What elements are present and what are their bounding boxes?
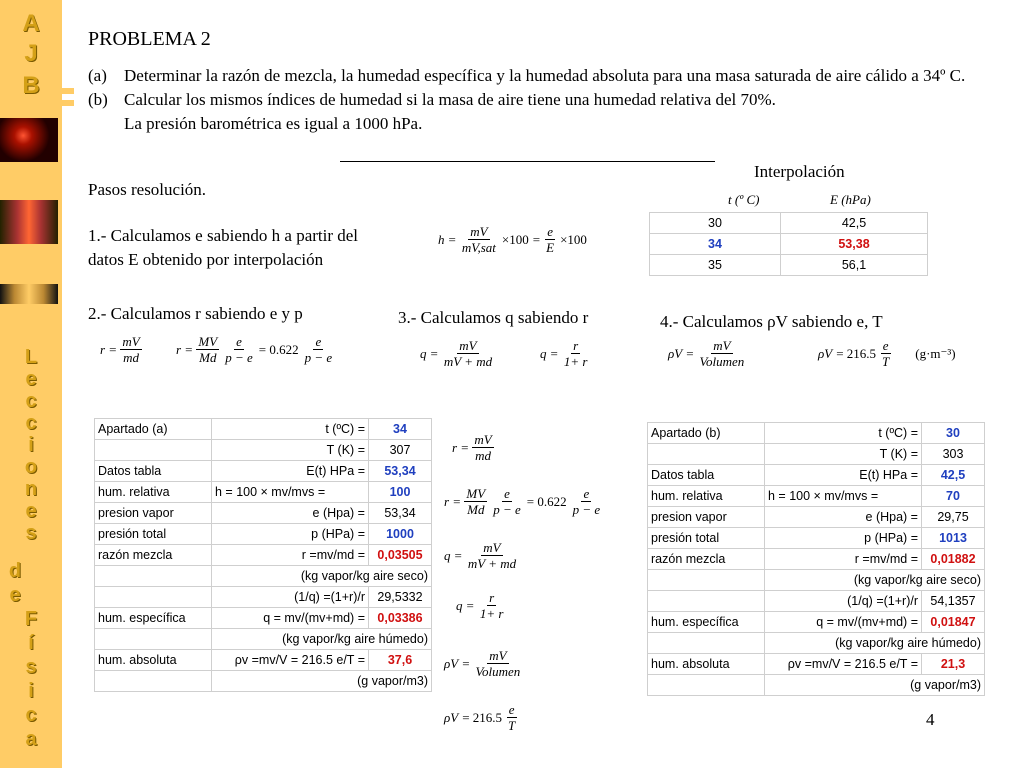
cell: T (K) = <box>212 440 369 461</box>
den: mV,sat <box>461 240 496 255</box>
table-row <box>648 549 985 570</box>
den: md <box>475 448 492 463</box>
fraction <box>478 590 506 621</box>
cell <box>95 566 212 587</box>
lab-photo-3 <box>0 284 58 304</box>
cell: 29,75 <box>922 507 985 528</box>
formula-r <box>100 334 142 365</box>
cell: t (ºC) = <box>765 423 922 444</box>
cell: (kg vapor/kg aire seco) <box>765 570 985 591</box>
cell: 30 <box>650 213 781 234</box>
cell: 0,03386 <box>369 608 432 629</box>
cell: 303 <box>922 444 985 465</box>
sym: q <box>420 345 427 361</box>
table-row <box>95 482 432 503</box>
sidebar-letter: o <box>24 456 38 478</box>
sidebar-letter: s <box>25 656 37 678</box>
table-row <box>650 234 928 255</box>
cell <box>95 629 212 650</box>
sym: ρV <box>668 345 683 361</box>
mid-formula-r2 <box>444 486 602 517</box>
cell: 30 <box>922 423 985 444</box>
den: Volumen <box>699 354 745 369</box>
sym: q <box>456 597 463 613</box>
fraction <box>880 338 891 369</box>
sym: q <box>540 345 547 361</box>
mid-formula-rho <box>444 648 522 679</box>
sidebar-letter: c <box>25 704 37 726</box>
table-row <box>95 461 432 482</box>
lab-photo-1 <box>0 118 58 162</box>
den: p − e <box>572 502 601 517</box>
num: e <box>882 338 889 353</box>
sidebar-letter: e <box>25 500 37 522</box>
formula-q2 <box>540 338 589 369</box>
cell: hum. absoluta <box>648 654 765 675</box>
cell: T (K) = <box>765 444 922 465</box>
sym: = <box>109 341 117 357</box>
sym: = <box>461 439 469 455</box>
table-row <box>95 419 432 440</box>
table-row <box>648 528 985 549</box>
num: mV <box>470 224 488 239</box>
table-row <box>95 650 432 671</box>
cell: 100 <box>369 482 432 503</box>
item-label: (a) <box>88 66 107 85</box>
fraction <box>698 338 747 369</box>
cell: q = mv/(mv+md) = <box>212 608 369 629</box>
sym: = <box>550 345 558 361</box>
num: mV <box>459 338 477 353</box>
lab-photo-2 <box>0 200 58 244</box>
den: md <box>123 350 140 365</box>
sidebar-letter: c <box>25 390 37 412</box>
den: mV + md <box>443 354 493 369</box>
fraction <box>223 334 255 365</box>
sidebar-letter: J <box>24 40 38 67</box>
interp-col-e: E (hPa) <box>830 192 871 207</box>
table-row <box>95 545 432 566</box>
sym: = <box>454 547 462 563</box>
sym: r <box>444 493 450 509</box>
num: mV <box>122 334 140 349</box>
cell: 56,1 <box>781 255 928 276</box>
cell: 0,03505 <box>369 545 432 566</box>
cell: presión total <box>95 524 212 545</box>
decor-dash <box>60 88 74 94</box>
num: r <box>573 338 579 353</box>
den: Md <box>467 502 485 517</box>
fraction <box>571 486 603 517</box>
cell: e (Hpa) = <box>212 503 369 524</box>
cell: razón mezcla <box>648 549 765 570</box>
sym: r <box>452 439 458 455</box>
sidebar <box>0 0 62 768</box>
mid-formula-q <box>444 540 518 571</box>
num: e <box>583 486 590 501</box>
divider <box>340 161 715 162</box>
sidebar-letter: i <box>28 680 34 702</box>
fraction <box>460 224 498 255</box>
table-row <box>95 608 432 629</box>
den: p − e <box>493 502 521 517</box>
cell: presión total <box>648 528 765 549</box>
sym: = <box>453 493 461 509</box>
step-4: 4.- Calculamos ρV sabiendo e, T <box>660 312 883 331</box>
cell: hum. específica <box>648 612 765 633</box>
table-row <box>95 524 432 545</box>
table-row <box>650 255 928 276</box>
fraction <box>442 338 494 369</box>
den: E <box>546 240 555 255</box>
cell: 54,1357 <box>922 591 985 612</box>
page-title: PROBLEMA 2 <box>88 28 211 50</box>
step-2: 2.- Calculamos r sabiendo e y p <box>88 304 303 323</box>
step-1-line: datos E obtenido por interpolación <box>88 250 324 269</box>
sym: ρV <box>818 345 833 361</box>
cell: (1/q) =(1+r)/r <box>765 591 922 612</box>
cell: (kg vapor/kg aire húmedo) <box>765 633 985 654</box>
step-1-line: 1.- Calculamos e sabiendo h a partir del <box>88 226 359 245</box>
sym: = <box>462 655 470 671</box>
interp-table <box>649 212 928 276</box>
table-row <box>648 654 985 675</box>
sym: ×100 <box>560 231 587 247</box>
item-text: Determinar la razón de mezcla, la humedad específica y la humedad absoluta para una masa saturada de aire cálido a 34º C. <box>124 66 966 85</box>
fraction <box>474 648 523 679</box>
cell: 35 <box>650 255 781 276</box>
den: 1+ r <box>563 354 588 369</box>
cell: 42,5 <box>922 465 985 486</box>
mid-formula-r <box>452 432 494 463</box>
sidebar-letter: n <box>24 478 38 500</box>
cell <box>648 633 765 654</box>
den: 1+ r <box>479 606 504 621</box>
table-row <box>648 486 985 507</box>
cell <box>648 570 765 591</box>
formula-q <box>420 338 494 369</box>
num: mV <box>483 540 501 555</box>
cell: 0,01847 <box>922 612 985 633</box>
sym: ×100 <box>501 231 529 247</box>
sym: = <box>686 345 694 361</box>
sidebar-letter: c <box>25 412 37 434</box>
table-row <box>648 633 985 654</box>
cell: (g vapor/m3) <box>765 675 985 696</box>
cell: 70 <box>922 486 985 507</box>
cell: 53,38 <box>781 234 928 255</box>
fraction <box>562 338 590 369</box>
decor-dash <box>60 100 74 106</box>
sym: = 216.5 <box>836 345 877 361</box>
table-row <box>95 671 432 692</box>
table-row <box>95 566 432 587</box>
sym: = <box>185 341 193 357</box>
cell: 307 <box>369 440 432 461</box>
sidebar-letter: d <box>8 560 22 582</box>
cell: E(t) HPa = <box>212 461 369 482</box>
cell: (1/q) =(1+r)/r <box>212 587 369 608</box>
cell: 37,6 <box>369 650 432 671</box>
sym: = <box>448 231 456 247</box>
fraction <box>491 486 523 517</box>
table-row <box>648 444 985 465</box>
cell: q = mv/(mv+md) = <box>765 612 922 633</box>
cell: razón mezcla <box>95 545 212 566</box>
den: p − e <box>304 350 333 365</box>
table-row <box>648 570 985 591</box>
sym: r <box>100 341 106 357</box>
item-text: Calcular los mismos índices de humedad si la masa de aire tiene una humedad relativa del 70%. <box>124 90 776 109</box>
cell: e (Hpa) = <box>765 507 922 528</box>
num: e <box>236 334 242 349</box>
num: e <box>547 224 553 239</box>
formula-rho2 <box>818 338 956 369</box>
table-row <box>95 440 432 461</box>
den: Volumen <box>475 664 521 679</box>
item-text: La presión barométrica es igual a 1000 hPa. <box>124 114 423 133</box>
num: r <box>489 590 495 605</box>
table-apartado-b <box>647 422 985 696</box>
num: mV <box>713 338 731 353</box>
sym: = 0.622 <box>258 341 299 357</box>
num: mV <box>489 648 507 663</box>
num: e <box>504 486 510 501</box>
interp-col-t: t (º C) <box>728 192 760 207</box>
fraction <box>303 334 335 365</box>
table-row <box>648 465 985 486</box>
sym: = <box>532 231 541 247</box>
cell: r =mv/md = <box>765 549 922 570</box>
sym: = <box>430 345 438 361</box>
sym: ρV <box>444 709 459 725</box>
cell: hum. específica <box>95 608 212 629</box>
mid-formula-q2 <box>456 590 505 621</box>
table-row <box>648 591 985 612</box>
sidebar-letter: s <box>25 522 37 544</box>
fraction <box>544 224 556 255</box>
cell: t (ºC) = <box>212 419 369 440</box>
steps-title: Pasos resolución. <box>88 180 207 199</box>
sidebar-letter: B <box>22 72 40 99</box>
cell <box>648 675 765 696</box>
cell <box>648 444 765 465</box>
table-apartado-a <box>94 418 432 692</box>
cell: 21,3 <box>922 654 985 675</box>
cell: hum. absoluta <box>95 650 212 671</box>
sidebar-letter: a <box>25 728 37 750</box>
cell: r =mv/md = <box>212 545 369 566</box>
step-3: 3.- Calculamos q sabiendo r <box>398 308 589 327</box>
table-row <box>648 612 985 633</box>
page-number: 4 <box>926 710 935 729</box>
cell: p (HPa) = <box>212 524 369 545</box>
sidebar-letter: e <box>25 368 37 390</box>
table-row <box>648 675 985 696</box>
den: Md <box>199 350 217 365</box>
sym: h <box>438 231 445 247</box>
formula-rho <box>668 338 746 369</box>
cell: 53,34 <box>369 503 432 524</box>
sidebar-letter: L <box>24 346 38 368</box>
cell: 1013 <box>922 528 985 549</box>
table-row <box>95 587 432 608</box>
mid-formula-rho2 <box>444 702 517 733</box>
cell: presion vapor <box>648 507 765 528</box>
cell: Apartado (a) <box>95 419 212 440</box>
cell <box>95 587 212 608</box>
table-row <box>95 629 432 650</box>
cell: h = 100 × mv/mvs = <box>765 486 922 507</box>
item-label: (b) <box>88 90 108 109</box>
num: e <box>315 334 322 349</box>
num: MV <box>466 486 486 501</box>
table-row <box>648 507 985 528</box>
sym: r <box>176 341 182 357</box>
cell <box>95 671 212 692</box>
cell: presion vapor <box>95 503 212 524</box>
cell: Datos tabla <box>95 461 212 482</box>
sym: (g·m⁻³) <box>915 345 956 361</box>
cell: hum. relativa <box>95 482 212 503</box>
fraction <box>506 702 517 733</box>
problem-statement <box>88 64 988 136</box>
den: T <box>508 718 516 733</box>
formula-h <box>438 224 587 255</box>
cell: 29,5332 <box>369 587 432 608</box>
sym: = 216.5 <box>462 709 503 725</box>
cell: 0,01882 <box>922 549 985 570</box>
fraction <box>196 334 219 365</box>
cell: 53,34 <box>369 461 432 482</box>
den: T <box>882 354 890 369</box>
cell: (kg vapor/kg aire húmedo) <box>212 629 432 650</box>
den: p − e <box>225 350 253 365</box>
sym: = 0.622 <box>526 493 567 509</box>
fraction <box>472 432 493 463</box>
num: e <box>508 702 515 717</box>
den: mV + md <box>467 556 517 571</box>
num: MV <box>198 334 218 349</box>
cell: hum. relativa <box>648 486 765 507</box>
sym: ρV <box>444 655 459 671</box>
cell: ρv =mv/V = 216.5 e/T = <box>765 654 922 675</box>
sym: = <box>466 597 474 613</box>
cell: p (HPa) = <box>765 528 922 549</box>
cell: (g vapor/m3) <box>212 671 432 692</box>
cell <box>95 440 212 461</box>
cell: ρv =mv/V = 216.5 e/T = <box>212 650 369 671</box>
sym: q <box>444 547 451 563</box>
table-row <box>95 503 432 524</box>
sidebar-letter: í <box>28 632 34 654</box>
sidebar-letter: F <box>24 608 38 630</box>
interp-title: Interpolación <box>754 162 845 181</box>
sidebar-letter: e <box>9 584 21 606</box>
formula-r2 <box>176 334 334 365</box>
table-row <box>648 423 985 444</box>
fraction <box>464 486 487 517</box>
fraction <box>120 334 141 365</box>
cell: h = 100 × mv/mvs = <box>212 482 369 503</box>
table-row <box>650 213 928 234</box>
step-1 <box>88 224 358 272</box>
cell: 34 <box>650 234 781 255</box>
fraction <box>466 540 518 571</box>
sidebar-letter: i <box>28 434 34 456</box>
cell: Datos tabla <box>648 465 765 486</box>
cell: (kg vapor/kg aire seco) <box>212 566 432 587</box>
num: mV <box>474 432 492 447</box>
sidebar-letter: A <box>22 10 40 37</box>
cell <box>648 591 765 612</box>
cell: 34 <box>369 419 432 440</box>
cell: 42,5 <box>781 213 928 234</box>
cell: 1000 <box>369 524 432 545</box>
cell: E(t) HPa = <box>765 465 922 486</box>
cell: Apartado (b) <box>648 423 765 444</box>
